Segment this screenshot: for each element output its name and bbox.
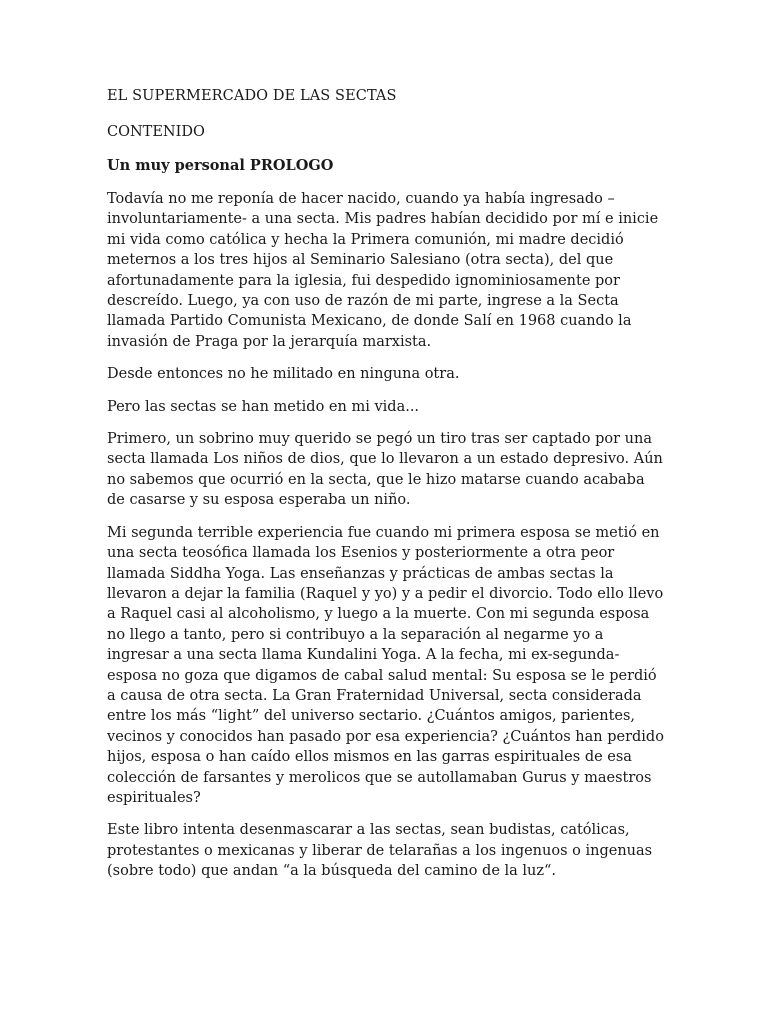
paragraph: Primero, un sobrino muy querido se pegó un tiro tras ser captado por una secta llamada Los niños de dios, que lo llevaron a un estado depresivo. Aún no sabemos que ocurrió en la secta, que le hizo matarse cuando acababa de casarse y su esposa esperaba un niño. bbox=[107, 431, 663, 509]
paragraph: Mi segunda terrible experiencia fue cuando mi primera esposa se metió en una secta teosófica llamada los Esenios y posteriormente a otra peor llamada Siddha Yoga. Las enseñanzas y prácticas de ambas sectas la llevaron a dejar la familia (Raquel y yo) y a pedir el divorcio. Todo ello llevo a Raquel casi al alcoholismo, y luego a la muerte. Con mi segunda esposa no llego a tanto, pero si contribuyo a la separación al negarme yo a ingresar a una secta llama Kundalini Yoga. A la fecha, mi ex-segunda-esposa no goza que digamos de cabal salud mental: Su esposa se le perdió a causa de otra secta. La Gran Fraternidad Universal, secta considerada entre los más “light” del universo sectario. ¿Cuántos amigos, parientes, vecinos y conocidos han pasado por esa experiencia? ¿Cuántos han perdido hijos, esposa o han caído ellos mismos en las garras espirituales de esa colección de farsantes y merolicos que se autollamaban Gurus y maestros espirituales? bbox=[107, 524, 664, 806]
paragraph: Este libro intenta desenmascarar a las sectas, sean budistas, católicas, protestantes o mexicanas y liberar de telarañas a los ingenuos o ingenuas (sobre todo) que andan “a la búsqueda del camino de la luz“. bbox=[107, 822, 653, 880]
paragraph: Todavía no me reponía de hacer nacido, cuando ya había ingresado –involuntariamente- a una secta. Mis padres habían decidido por mí e inicie mi vida como católica y hecha la Primera comunión, mi madre decidió meternos a los tres hijos al Seminario Salesiano (otra secta), del que afortunadamente para la iglesia, fui despedido ignominiosamente por descreído. Luego, ya con uso de razón de mi parte, ingrese a la Secta llamada Partido Comunista Mexicano, de donde Salí en 1968 cuando la invasión de Praga por la jerarquía marxista. bbox=[107, 191, 659, 350]
section-label: CONTENIDO bbox=[107, 124, 205, 140]
document-page bbox=[107, 86, 667, 894]
paragraph: Pero las sectas se han metido en mi vida... bbox=[107, 398, 420, 415]
document-title: EL SUPERMERCADO DE LAS SECTAS bbox=[107, 88, 397, 104]
prologue-heading: Un muy personal PROLOGO bbox=[107, 157, 334, 174]
paragraph: Desde entonces no he militado en ninguna otra. bbox=[107, 366, 460, 383]
